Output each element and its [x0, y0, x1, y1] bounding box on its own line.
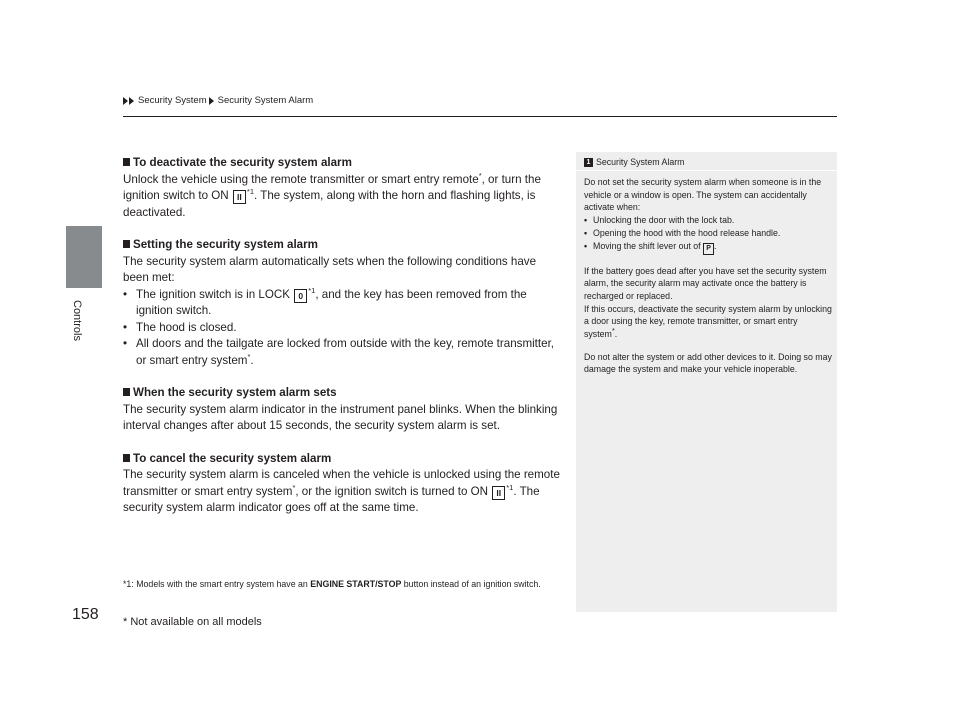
- square-bullet-icon: [123, 388, 130, 396]
- square-bullet-icon: [123, 158, 130, 166]
- section-label: Controls: [71, 300, 83, 341]
- sidebar-body: [584, 176, 832, 376]
- setting-conditions-list: [123, 287, 560, 370]
- square-bullet-icon: [123, 240, 130, 248]
- header-rule: [123, 116, 837, 117]
- sidebar-title: 1 Security System Alarm: [584, 157, 684, 167]
- breadcrumb-arrow-icon: [129, 97, 134, 105]
- section-tab: [66, 226, 102, 288]
- heading-when-sets: When the security system alarm sets: [123, 385, 560, 402]
- breadcrumb-item-security-system[interactable]: Security System: [138, 95, 207, 106]
- page-number: 158: [72, 606, 99, 623]
- list-item: • All doors and the tailgate are locked from outside with the key, remote transmitter, or smart entry system*.: [123, 336, 560, 369]
- sidebar-paragraph: Do not set the security system alarm when someone is in the vehicle or a window is open. The system can accidentally activate when:: [584, 177, 822, 213]
- when-sets-text: The security system alarm indicator in the instrument panel blinks. When the blinking interval changes after about 15 seconds, the security system alarm is set.: [123, 402, 558, 432]
- breadcrumb-arrow-icon: [123, 97, 128, 105]
- heading-setting: Setting the security system alarm: [123, 237, 560, 254]
- ignition-on-key-icon: II: [492, 486, 505, 500]
- list-item: • Moving the shift lever out of P .: [584, 240, 832, 255]
- footnote-star: *: [611, 326, 615, 336]
- cancel-text: The security system alarm is canceled when the vehicle is unlocked using the remote transmitter or smart entry system*, or the ignition switch is turned to ON II$^{*1}$. The security system alarm indicator goes off at the same time.: [123, 468, 560, 514]
- section-cancel: [123, 451, 560, 517]
- sidebar-list: [584, 214, 832, 254]
- sidebar-paragraph: If the battery goes dead after you have set the security system alarm, the security alarm may activate once the battery is recharged or replaced.: [584, 265, 827, 301]
- list-item: • The ignition switch is in LOCK 0$^{*1}$, and the key has been removed from the ignition switch.: [123, 287, 560, 320]
- list-item: • Unlocking the door with the lock tab.: [584, 214, 832, 227]
- section-setting: [123, 237, 560, 369]
- ignition-on-key-icon: II: [233, 190, 246, 204]
- list-item: • The hood is closed.: [123, 320, 560, 337]
- sidebar-paragraph: If this occurs, deactivate the security system alarm by unlocking a door using the key, remote transmitter, or smart entry system*.: [584, 303, 832, 340]
- section-when-sets: [123, 385, 560, 435]
- deactivate-text: Unlock the vehicle using the remote transmitter or smart entry remote*, or turn the ignition switch to ON II$^{*1}$. The system, along with the horn and flashing lights, is deactivated.: [123, 170, 541, 219]
- availability-note: * Not available on all models: [123, 616, 262, 628]
- sidebar-note: [576, 152, 837, 612]
- footnote-star: *: [292, 482, 296, 492]
- main-content: [123, 155, 560, 533]
- square-bullet-icon: [123, 454, 130, 462]
- note-number-icon: 1: [584, 158, 593, 167]
- park-key-icon: P: [703, 243, 714, 255]
- sidebar-rule: [576, 170, 837, 171]
- footnote-star: *: [247, 351, 251, 361]
- breadcrumb-arrow-icon: [209, 97, 214, 105]
- footnote-star: *: [478, 170, 482, 180]
- sidebar-paragraph: Do not alter the system or add other devices to it. Doing so may damage the system and make your vehicle inoperable.: [584, 351, 832, 375]
- section-deactivate: [123, 155, 560, 221]
- heading-cancel: To cancel the security system alarm: [123, 451, 560, 468]
- ignition-lock-key-icon: 0: [294, 289, 307, 303]
- heading-deactivate: To deactivate the security system alarm: [123, 155, 560, 172]
- list-item: • Opening the hood with the hood release handle.: [584, 227, 832, 240]
- breadcrumb-item-security-system-alarm[interactable]: Security System Alarm: [217, 95, 314, 106]
- breadcrumb: [123, 95, 313, 106]
- footnote-ref: *1: [506, 482, 514, 492]
- footnote-ref: *1: [246, 187, 254, 197]
- setting-intro: The security system alarm automatically sets when the following conditions have been met:: [123, 254, 537, 284]
- footnote-ref: *1: [308, 285, 316, 295]
- footnote: *1: Models with the smart entry system have an ENGINE START/STOP button instead of an ignition switch.: [123, 579, 541, 589]
